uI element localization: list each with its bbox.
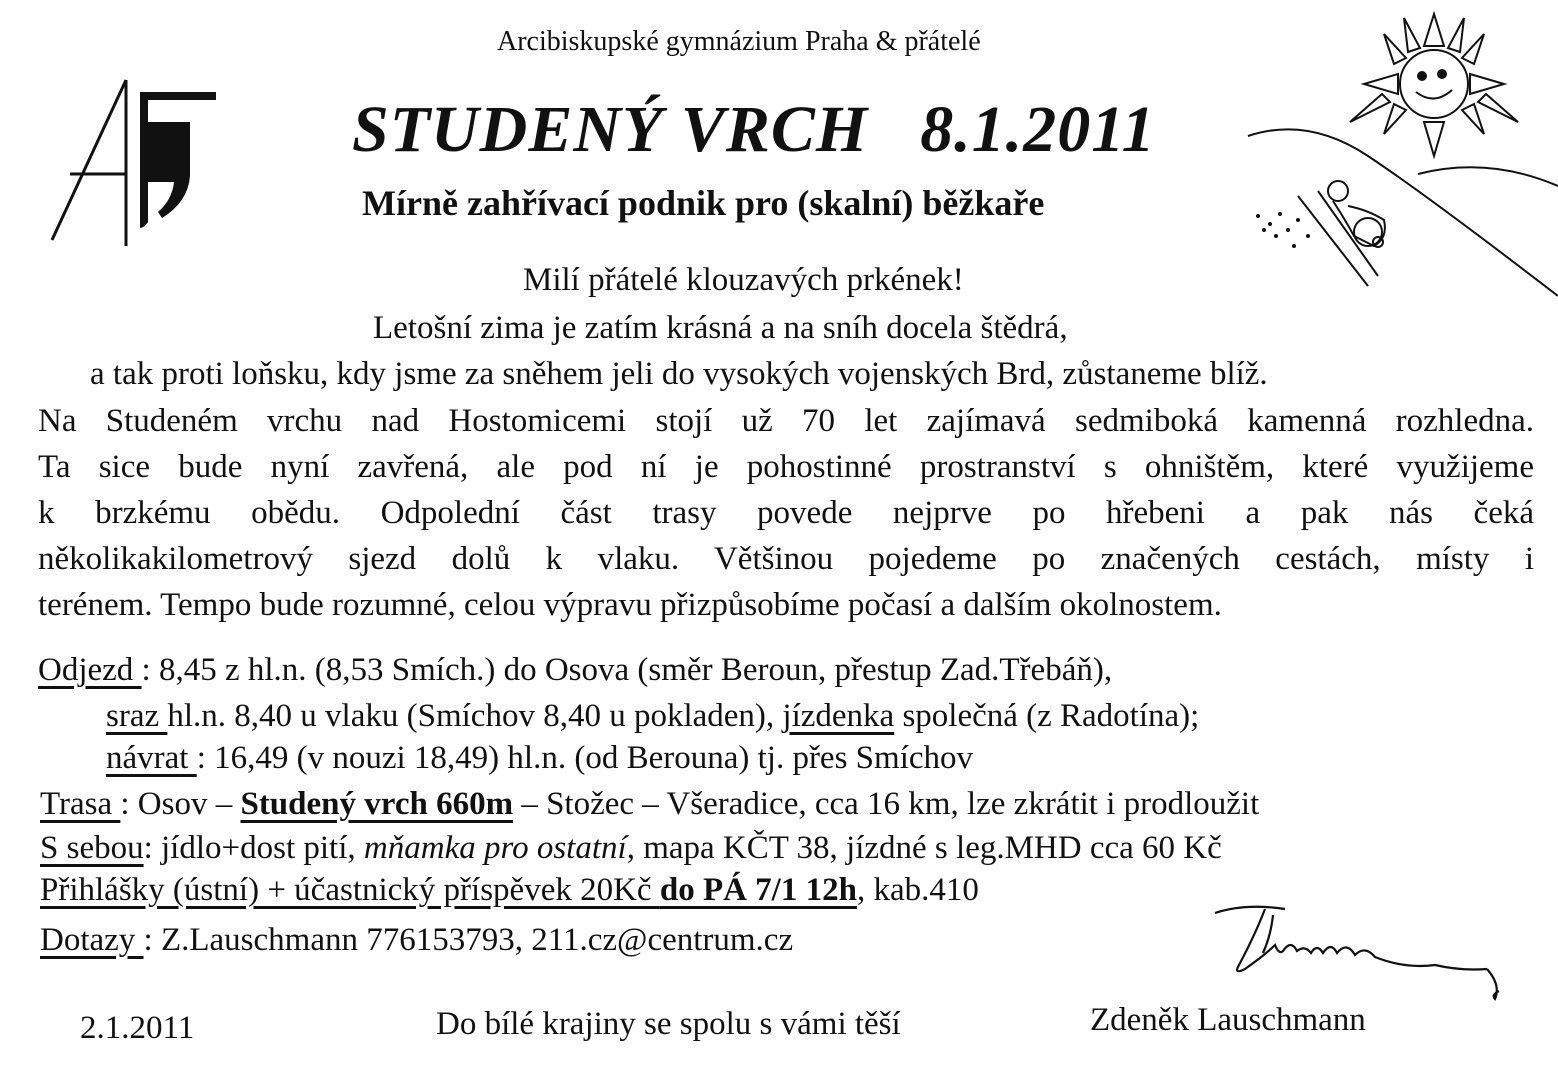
bring-row <box>40 830 1222 867</box>
meeting-row <box>106 698 1199 735</box>
route-label: Trasa <box>40 786 121 822</box>
route-text-start: : Osov – <box>120 786 241 822</box>
greeting: Milí přátelé klouzavých prkének! <box>523 262 964 298</box>
event-subtitle: Mírně zahřívací podnik pro (skalní) běžkaře <box>362 183 1045 223</box>
route-row <box>40 786 1259 823</box>
departure-label: Odjezd <box>38 652 142 688</box>
description-line: Na Studeném vrchu nad Hostomicemi stojí už 70 let zajímavá sedmiboká kamenná rozhledna. <box>38 403 1534 439</box>
registration-deadline: do PÁ 7/1 12h <box>659 872 857 908</box>
event-date: 8.1.2011 <box>920 93 1156 166</box>
contact-text: : Z.Lauschmann 776153793, 211.cz@centrum.cz <box>143 922 794 958</box>
intro-line-1: Letošní zima je zatím krásná a na sníh docela štědrá, <box>373 310 1068 346</box>
return-row <box>106 740 973 777</box>
description-line: Ta sice bude nyní zavřená, ale pod ní je pohostinné prostranství s ohništěm, které využijeme <box>38 449 1534 485</box>
letter-date: 2.1.2011 <box>80 1010 195 1046</box>
registration-room: , kab.410 <box>856 872 979 908</box>
bring-text-start: : jídlo+dost pití, <box>143 830 364 866</box>
event-title-text: STUDENÝ VRCH <box>352 93 869 166</box>
meeting-label: sraz <box>106 698 168 734</box>
school-logo <box>40 78 230 248</box>
bring-italic: mňamka pro ostatní <box>363 830 627 866</box>
departure-text: : 8,45 z hl.n. (8,53 Smích.) do Osova (směr Beroun, přestup Zad.Třebáň), <box>141 652 1113 688</box>
meeting-text: hl.n. 8,40 u vlaku (Smíchov 8,40 u pokladen), <box>167 698 783 734</box>
event-title <box>352 92 1156 168</box>
description-line: k brzkému obědu. Odpolední část trasy povede nejprve po hřebeni a pak nás čeká <box>38 495 1534 531</box>
sun-skier-icon <box>1228 6 1558 316</box>
sun-skier-illustration <box>1228 6 1558 316</box>
handwritten-signature <box>1205 895 1505 1005</box>
contact-label: Dotazy <box>40 922 144 958</box>
registration-row <box>40 872 979 909</box>
route-highlight: Studený vrch 660m <box>240 786 514 822</box>
description-line: terénem. Tempo bude rozumné, celou výpravu přizpůsobíme počasí a dalším okolnostem. <box>38 587 1222 623</box>
description-paragraph <box>38 398 1534 628</box>
intro-line-2: a tak proti loňsku, kdy jsme za sněhem jeli do vysokých vojenských Brd, zůstaneme blíž. <box>90 356 1268 392</box>
contact-row <box>40 922 793 959</box>
bring-label: S sebou <box>40 830 144 866</box>
organization-name: Arcibiskupské gymnázium Praha & přátelé <box>497 26 981 57</box>
bring-text-end: , mapa KČT 38, jízdné s leg.MHD cca 60 Kč <box>626 830 1222 866</box>
closing-message: Do bílé krajiny se spolu s vámi těší <box>436 1006 901 1042</box>
route-text-end: – Stožec – Všeradice, cca 16 km, lze zkrátit i prodloužit <box>513 786 1260 822</box>
signature-icon <box>1205 895 1505 1005</box>
ticket-label: jízdenka <box>782 698 895 734</box>
author-name: Zdeněk Lauschmann <box>1090 1002 1366 1038</box>
ag-logo-icon <box>40 78 230 248</box>
departure-row <box>38 652 1112 689</box>
ticket-text: společná (z Radotína); <box>894 698 1200 734</box>
registration-label: Přihlášky (ústní) + účastnický příspěvek 20Kč <box>40 872 660 908</box>
return-text: : 16,49 (v nouzi 18,49) hl.n. (od Berouna) tj. přes Smíchov <box>196 740 974 776</box>
description-line: několikakilometrový sjezd dolů k vlaku. Většinou pojedeme po značených cestách, místy i <box>38 541 1534 577</box>
return-label: návrat <box>106 740 197 776</box>
